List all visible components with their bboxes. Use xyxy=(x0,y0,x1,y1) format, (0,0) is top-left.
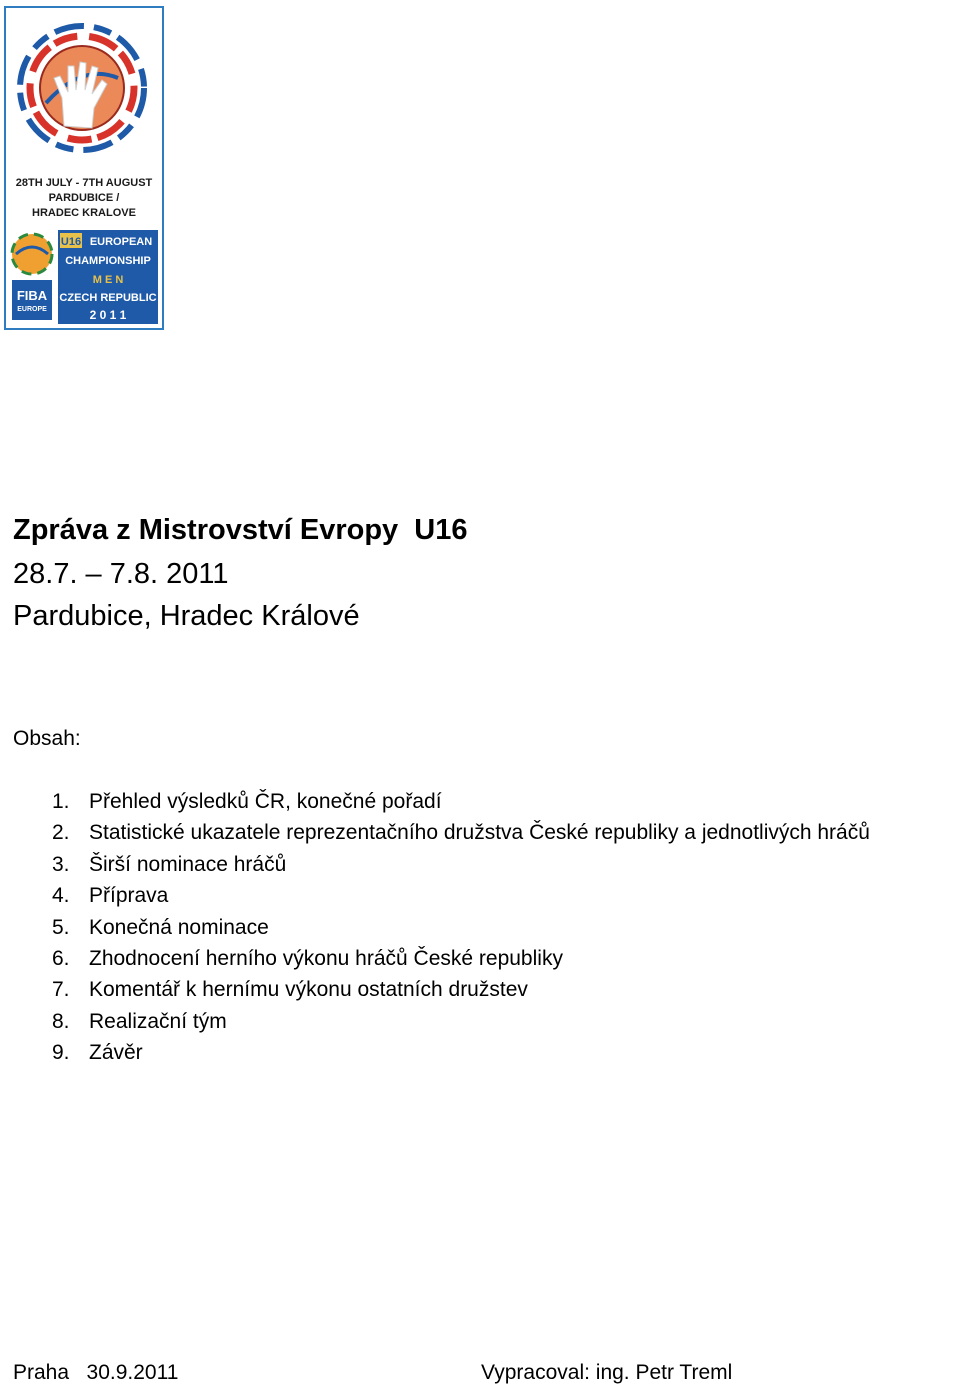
fiba-text: FIBA xyxy=(16,288,48,303)
toc-item-text: Komentář k hernímu výkonu ostatních družstev xyxy=(89,978,528,1002)
footer-author: Vypracoval: ing. Petr Treml xyxy=(481,1361,733,1384)
toc-item xyxy=(52,945,870,976)
u16-badge: U16 xyxy=(60,236,82,248)
toc-item-text: Konečná nominace xyxy=(89,915,269,939)
report-dates: 28.7. – 7.8. 2011 xyxy=(13,558,229,590)
event-year: 2 0 1 1 xyxy=(89,308,127,322)
logo-city2: HRADEC KRALOVE xyxy=(32,207,136,219)
event-line3: M E N xyxy=(92,274,124,286)
report-location: Pardubice, Hradec Králové xyxy=(13,600,360,632)
toc-item-number: 2. xyxy=(52,821,70,845)
toc-item xyxy=(52,851,870,882)
contents-heading: Obsah: xyxy=(13,727,81,750)
event-line1: EUROPEAN xyxy=(89,236,153,248)
logo-dates: 28TH JULY - 7TH AUGUST xyxy=(15,177,153,189)
toc-item-number: 6. xyxy=(52,946,70,970)
report-title: Zpráva z Mistrovství Evropy U16 xyxy=(13,514,468,546)
toc-item xyxy=(52,1008,870,1039)
toc-item-number: 9. xyxy=(52,1041,70,1065)
event-line2: CHAMPIONSHIP xyxy=(65,255,151,267)
fiba-sub-text: EUROPE xyxy=(17,306,47,313)
table-of-contents xyxy=(52,788,870,1071)
toc-item-text: Přehled výsledků ČR, konečné pořadí xyxy=(89,790,442,813)
toc-item-number: 7. xyxy=(52,978,70,1002)
championship-logo xyxy=(4,6,164,330)
toc-item xyxy=(52,976,870,1007)
footer-place-date: Praha 30.9.2011 xyxy=(13,1361,179,1384)
toc-item-text: Realizační tým xyxy=(89,1009,227,1033)
toc-item-text: Příprava xyxy=(89,884,169,908)
toc-item xyxy=(52,914,870,945)
toc-item xyxy=(52,882,870,913)
toc-item-text: Širší nominace hráčů xyxy=(89,852,287,876)
championship-logo-graphic xyxy=(6,8,162,328)
toc-item-text: Statistické ukazatele reprezentačního družstva České republiky a jednotlivých hráčů xyxy=(89,821,870,845)
toc-item xyxy=(52,788,870,819)
toc-item-number: 8. xyxy=(52,1009,70,1033)
logo-city1: PARDUBICE / xyxy=(48,192,120,204)
event-line4: CZECH REPUBLIC xyxy=(59,292,157,304)
toc-item-text: Zhodnocení herního výkonu hráčů České republiky xyxy=(89,946,563,970)
toc-item xyxy=(52,1039,870,1070)
toc-item-number: 1. xyxy=(52,790,70,813)
toc-item-text: Závěr xyxy=(89,1041,143,1065)
toc-item-number: 4. xyxy=(52,884,70,908)
toc-item xyxy=(52,819,870,850)
toc-item-number: 3. xyxy=(52,852,70,876)
toc-item-number: 5. xyxy=(52,915,70,939)
